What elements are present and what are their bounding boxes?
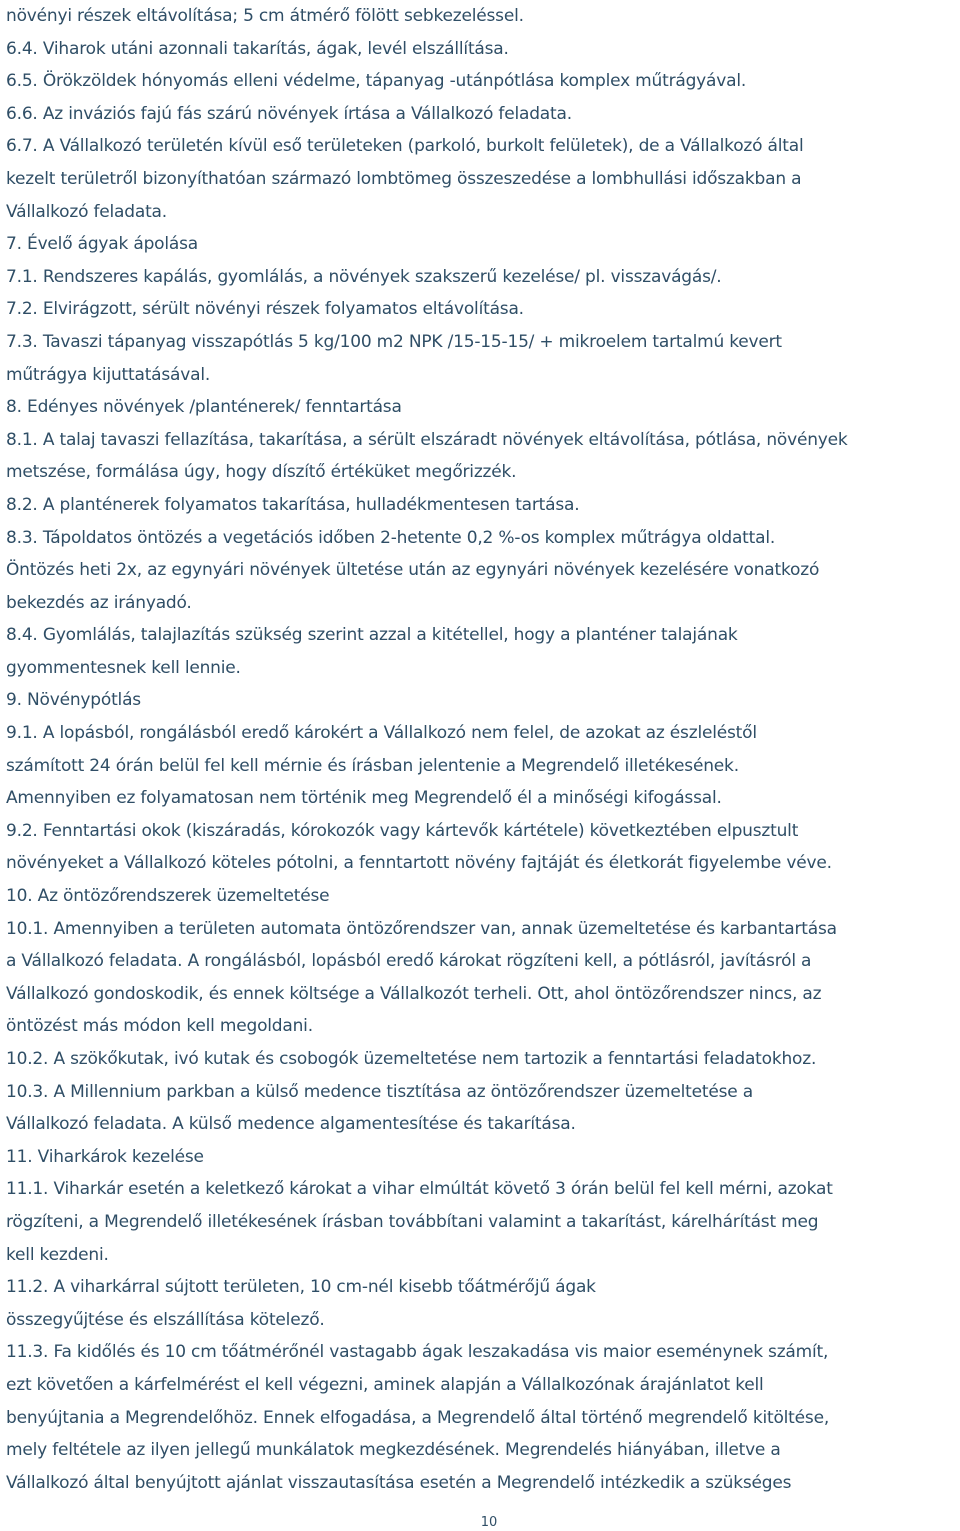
text-line: 8. Edényes növények /planténerek/ fenntartása	[6, 397, 402, 418]
text-line: 8.1. A talaj tavaszi fellazítása, takarítása, a sérült elszáradt növények eltávolítása, pótlása, növények	[6, 429, 848, 450]
text-line: 6.4. Viharok utáni azonnali takarítás, ágak, levél elszállítása.	[6, 38, 509, 59]
text-line: kezelt területről bizonyíthatóan származó lombtömeg összeszedése a lombhullási időszakban a	[6, 168, 802, 189]
text-line: Öntözés heti 2x, az egynyári növények ültetése után az egynyári növények kezelésére vonatkozó	[6, 560, 820, 581]
text-line: 7.2. Elvirágzott, sérült növényi részek folyamatos eltávolítása.	[6, 299, 524, 320]
text-line: 11.1. Viharkár esetén a keletkező károkat a vihar elmúltát követő 3 órán belül fel kell mérni, azokat	[6, 1179, 833, 1200]
text-line: számított 24 órán belül fel kell mérnie és írásban jelentenie a Megrendelő illetékesének.	[6, 755, 739, 776]
text-line: Vállalkozó feladata. A külső medence algamentesítése és takarítása.	[6, 1114, 576, 1135]
text-line: benyújtania a Megrendelőhöz. Ennek elfogadása, a Megrendelő által történő megrendelő kitöltése,	[6, 1407, 830, 1428]
text-line: 10. Az öntözőrendszerek üzemeltetése	[6, 886, 330, 907]
text-line: 8.4. Gyomlálás, talajlazítás szükség szerint azzal a kitétellel, hogy a planténer talajának	[6, 625, 738, 646]
text-line: 8.3. Tápoldatos öntözés a vegetációs időben 2-hetente 0,2 %-os komplex műtrágya oldattal.	[6, 527, 776, 548]
document-body	[6, 0, 958, 1499]
text-line: 11.3. Fa kidőlés és 10 cm tőátmérőnél vastagabb ágak leszakadása vis maior eseménynek számít,	[6, 1342, 829, 1363]
text-line: 7.1. Rendszeres kapálás, gyomlálás, a növények szakszerű kezelése/ pl. visszavágás/.	[6, 266, 722, 287]
text-line: kell kezdeni.	[6, 1244, 109, 1265]
text-line: rögzíteni, a Megrendelő illetékesének írásban továbbítani valamint a takarítást, kárelhárítást meg	[6, 1211, 819, 1232]
page-number: 10	[480, 1515, 498, 1530]
text-line: ezt követően a kárfelmérést el kell végezni, aminek alapján a Vállalkozónak árajánlatot kell	[6, 1374, 764, 1395]
text-line: Vállalkozó által benyújtott ajánlat visszautasítása esetén a Megrendelő intézkedik a szükséges	[6, 1472, 792, 1493]
text-line: 10.3. A Millennium parkban a külső medence tisztítása az öntözőrendszer üzemeltetése a	[6, 1081, 753, 1102]
text-line: 9.1. A lopásból, rongálásból eredő károkért a Vállalkozó nem felel, de azokat az észleléstől	[6, 723, 757, 744]
text-line: mely feltétele az ilyen jellegű munkálatok megkezdésének. Megrendelés hiányában, illetve a	[6, 1440, 781, 1461]
text-line: 7. Évelő ágyak ápolása	[6, 234, 198, 255]
text-line: növényi részek eltávolítása; 5 cm átmérő fölött sebkezeléssel.	[6, 6, 524, 26]
text-line: műtrágya kijuttatásával.	[6, 364, 211, 385]
text-line: bekezdés az irányadó.	[6, 592, 192, 613]
text-line: Amennyiben ez folyamatosan nem történik meg Megrendelő él a minőségi kifogással.	[6, 788, 722, 809]
text-line: 10.1. Amennyiben a területen automata öntözőrendszer van, annak üzemeltetése és karbantartása	[6, 918, 837, 939]
text-line: 9.2. Fenntartási okok (kiszáradás, kórokozók vagy kártevők kártétele) következtében elpusztult	[6, 820, 799, 841]
text-line: 6.7. A Vállalkozó területén kívül eső területeken (parkoló, burkolt felületek), de a Vállalkozó által	[6, 136, 804, 157]
text-line: 6.6. Az inváziós fajú fás szárú növények írtása a Vállalkozó feladata.	[6, 103, 572, 124]
text-line: növényeket a Vállalkozó köteles pótolni, a fenntartott növény fajtáját és életkorát figyelembe véve.	[6, 853, 832, 874]
text-line: 7.3. Tavaszi tápanyag visszapótlás 5 kg/100 m2 NPK /15-15-15/ + mikroelem tartalmú kevert	[6, 331, 782, 352]
text-line: összegyűjtése és elszállítása kötelező.	[6, 1309, 325, 1330]
text-line: Vállalkozó feladata.	[6, 201, 167, 222]
text-line: 8.2. A planténerek folyamatos takarítása, hulladékmentesen tartása.	[6, 494, 580, 515]
text-line: 11.2. A viharkárral sújtott területen, 10 cm-nél kisebb tőátmérőjű ágak	[6, 1277, 596, 1298]
text-line: 6.5. Örökzöldek hónyomás elleni védelme, tápanyag -utánpótlása komplex műtrágyával.	[6, 71, 747, 92]
text-line: gyommentesnek kell lennie.	[6, 657, 241, 678]
text-line: a Vállalkozó feladata. A rongálásból, lopásból eredő károkat rögzíteni kell, a pótlásról, javításról a	[6, 951, 812, 972]
text-line: 11. Viharkárok kezelése	[6, 1146, 204, 1167]
text-line: metszése, formálása úgy, hogy díszítő értéküket megőrizzék.	[6, 462, 517, 483]
text-line: Vállalkozó gondoskodik, és ennek költsége a Vállalkozót terheli. Ott, ahol öntözőrendszer nincs, az	[6, 983, 822, 1004]
text-line: 10.2. A szökőkutak, ivó kutak és csobogók üzemeltetése nem tartozik a fenntartási feladatokhoz.	[6, 1049, 817, 1069]
text-line: öntözést más módon kell megoldani.	[6, 1016, 313, 1037]
text-line: 9. Növénypótlás	[6, 690, 141, 711]
